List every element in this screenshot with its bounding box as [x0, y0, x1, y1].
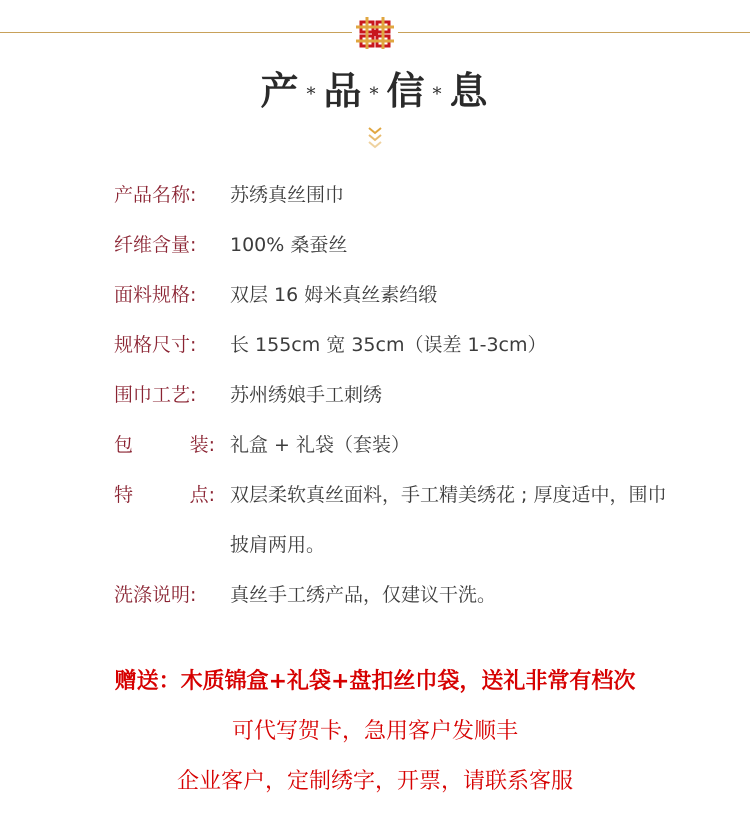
spec-value: 苏州绣娘手工刺绣 [230, 384, 383, 406]
spec-label-right: 点: [189, 484, 215, 506]
title-star: * [432, 84, 444, 105]
divider-line-left [0, 32, 352, 33]
promo-corporate-line: 企业客户，定制绣字，开票，请联系客服 [176, 769, 573, 794]
title-char: 品 [323, 68, 364, 113]
header-ornament [0, 0, 750, 160]
spec-row-name [114, 170, 674, 220]
spec-row-craft [114, 370, 674, 420]
spec-value: 苏绣真丝围巾 [230, 184, 345, 206]
spec-row-washing [114, 570, 674, 620]
spec-row-fiber [114, 220, 674, 270]
spec-row-fabric [114, 270, 674, 320]
spec-label-left: 特 [114, 484, 134, 506]
spec-row-size [114, 320, 674, 370]
spec-row-packaging [114, 420, 674, 470]
promo-card-line: 可代写贺卡，急用客户发顺丰 [231, 719, 518, 744]
spec-label: 面料规格: [114, 284, 197, 306]
spec-label: 洗涤说明: [114, 584, 197, 606]
spec-label-right: 装: [189, 434, 215, 456]
chinese-knot-icon [353, 14, 397, 52]
page-title [0, 60, 750, 115]
spec-value: 长 155cm 宽 35cm（误差 1-3cm） [230, 334, 547, 356]
spec-value: 真丝手工绣产品，仅建议干洗。 [230, 584, 497, 606]
spec-label [114, 470, 230, 520]
spec-label: 围巾工艺: [114, 384, 197, 406]
title-char: 产 [260, 68, 301, 113]
promo-gift-line: 赠送：木质锦盒+礼袋+盘扣丝巾袋，送礼非常有档次 [114, 669, 636, 694]
spec-value: 双层 16 姆米真丝素绉缎 [230, 284, 438, 306]
spec-label: 纤维含量: [114, 234, 197, 256]
title-star: * [306, 84, 318, 105]
title-char: 信 [386, 68, 427, 113]
spec-label: 产品名称: [114, 184, 197, 206]
title-char: 息 [449, 68, 490, 113]
chevron-down-icon [366, 125, 384, 149]
spec-value: 礼盒 + 礼袋（套装） [230, 434, 410, 456]
divider-line-right [398, 32, 750, 33]
spec-label-left: 包 [114, 434, 134, 456]
spec-label [114, 420, 230, 470]
spec-value: 双层柔软真丝面料，手工精美绣花 ; 厚度适中，围巾披肩两用。 [230, 484, 667, 556]
spec-row-features [114, 470, 674, 570]
spec-list [114, 170, 674, 620]
spec-label: 规格尺寸: [114, 334, 197, 356]
title-star: * [369, 84, 381, 105]
spec-value: 100% 桑蚕丝 [230, 234, 348, 256]
